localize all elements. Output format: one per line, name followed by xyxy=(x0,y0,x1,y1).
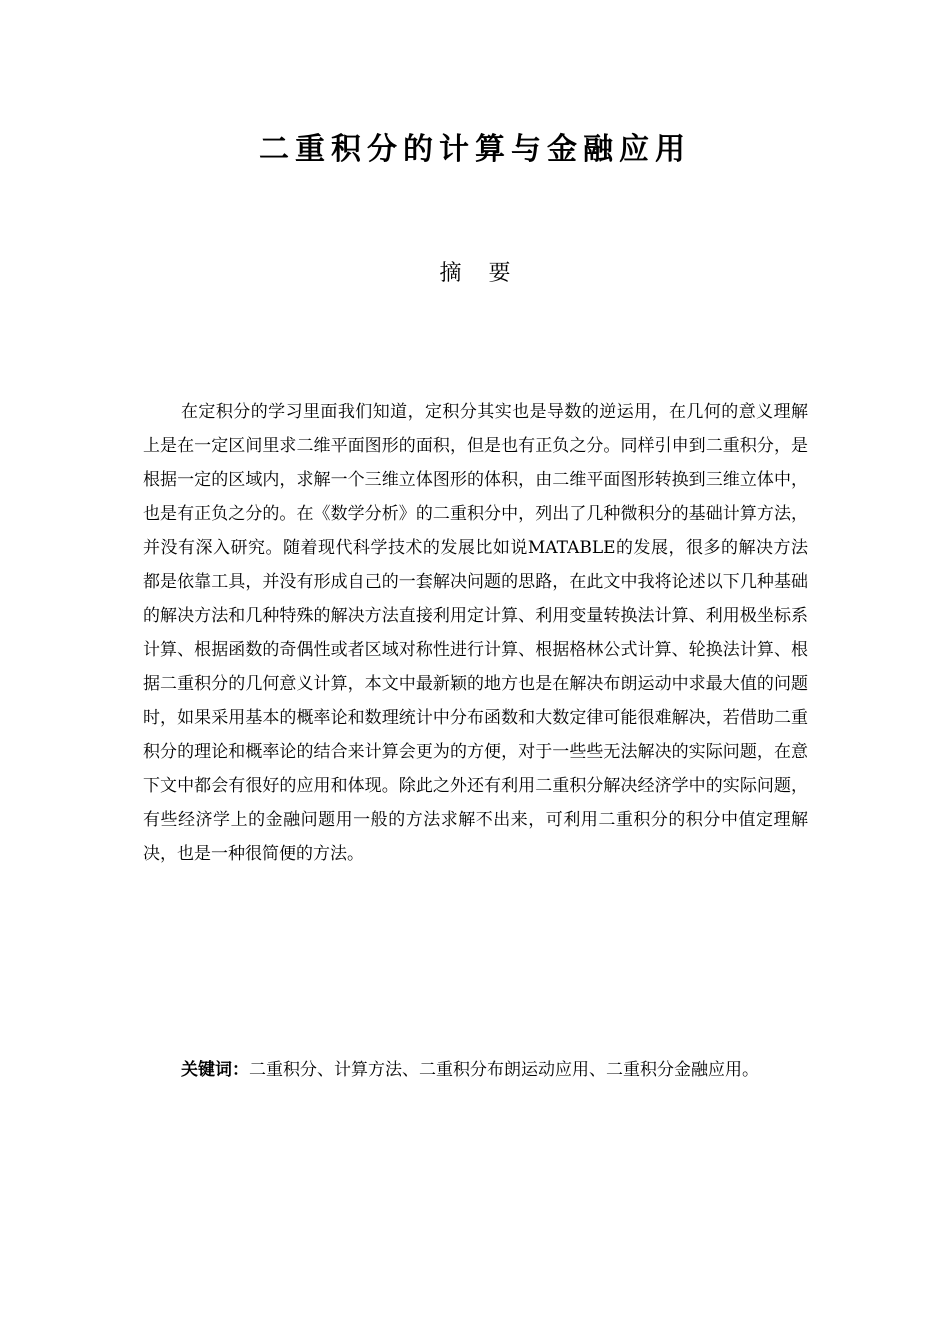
keywords-line xyxy=(181,1056,821,1084)
document-title: 二重积分的计算与金融应用 xyxy=(259,132,691,167)
abstract-heading: 摘 要 xyxy=(439,261,511,286)
keywords-text: 二重积分、计算方法、二重积分布朗运动应用、二重积分金融应用。 xyxy=(249,1060,759,1080)
keywords-label: 关键词： xyxy=(181,1060,249,1080)
abstract-body: 在定积分的学习里面我们知道，定积分其实也是导数的逆运用，在几何的意义理解上是在一定区间里求二维平面图形的面积，但是也有正负之分。同样引申到二重积分，是根据一定的区域内，求解一个三维立体图形的体积，由二维平面图形转换到三维立体中，也是有正负之分的。在《数学分析》的二重积分中，列出了几种微积分的基础计算方法，并没有深入研究。随着现代科学技术的发展比如说MATABLE的发展，很多的解决方法都是依靠工具，并没有形成自己的一套解决问题的思路，在此文中我将论述以下几种基础的解决方法和几种特殊的解决方法直接利用定计算、利用变量转换法计算、利用极坐标系计算、根据函数的奇偶性或者区域对称性进行计算、根据格林公式计算、轮换法计算、根据二重积分的几何意义计算，本文中最新颖的地方也是在解决布朗运动中求最大值的问题时，如果采用基本的概率论和数理统计中分布函数和大数定律可能很难解决，若借助二重积分的理论和概率论的结合来计算会更为的方便，对于一些些无法解决的实际问题，在意下文中都会有很好的应用和体现。除此之外还有利用二重积分解决经济学中的实际问题，有些经济学上的金融问题用一般的方法求解不出来，可利用二重积分的积分中值定理解决，也是一种很简便的方法。 xyxy=(143,402,808,864)
